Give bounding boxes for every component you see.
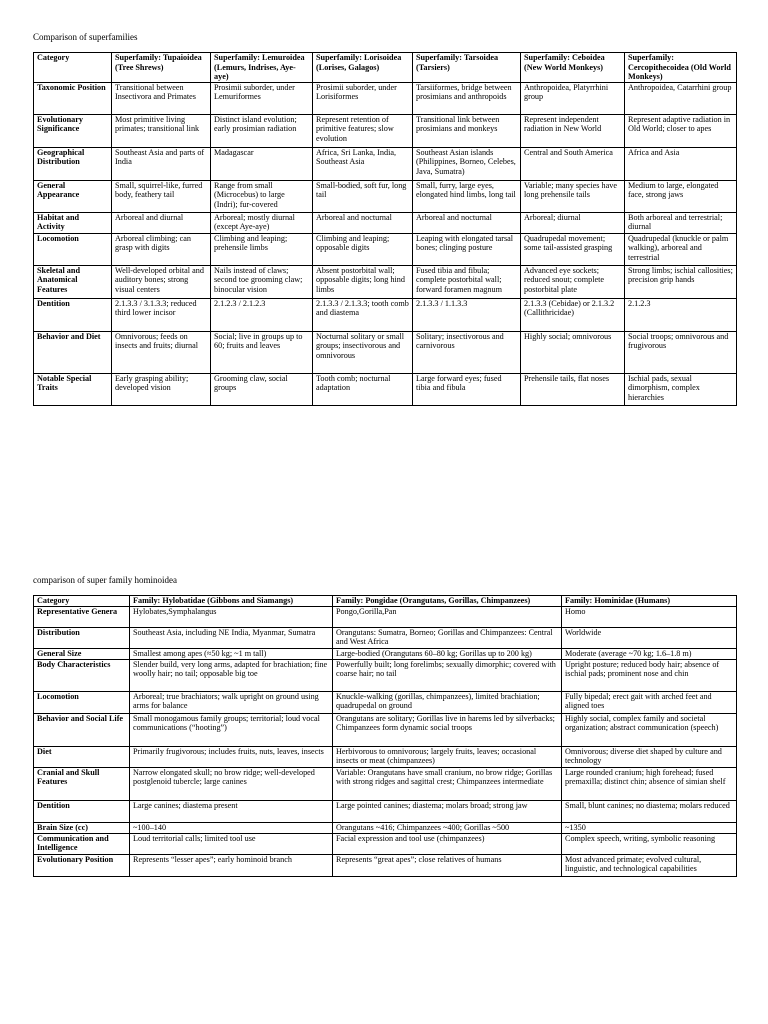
table-row [34, 147, 737, 180]
row-category: General Size [34, 648, 130, 659]
table-cell: Pongo,Gorilla,Pan [333, 606, 562, 627]
row-category: Dentition [34, 298, 112, 331]
table-cell: Range from small (Microcebus) to large (Indri); fur-covered [211, 180, 313, 212]
table-row [34, 114, 737, 147]
column-header: Family: Hominidae (Humans) [562, 596, 737, 607]
table-cell: Arboreal; diurnal [521, 212, 625, 233]
table-cell: Arboreal; mostly diurnal (except Aye-aye) [211, 212, 313, 233]
table-cell: Knuckle-walking (gorillas, chimpanzees), limited brachiation; quadrupedal on ground [333, 691, 562, 713]
table-cell: Climbing and leaping; prehensile limbs [211, 233, 313, 265]
table-cell: ~1350 [562, 822, 737, 833]
column-header: Category [34, 596, 130, 607]
column-header: Family: Pongidae (Orangutans, Gorillas, Chimpanzees) [333, 596, 562, 607]
column-header-rest: : Cercopithecoidea (Old World Monkeys) [628, 53, 731, 81]
table-cell: Small, furry, large eyes, elongated hind limbs, long tail [413, 180, 521, 212]
table-cell: Quadrupedal movement; some tail-assisted grasping [521, 233, 625, 265]
table-cell: Small-bodied, soft fur, long tail [313, 180, 413, 212]
table-row [34, 212, 737, 233]
table-cell: ~100–140 [130, 822, 333, 833]
table-cell: Quadrupedal (knuckle or palm walking), arboreal and terrestrial [625, 233, 737, 265]
row-category: Behavior and Diet [34, 331, 112, 373]
table-cell: Southeast Asia and parts of India [112, 147, 211, 180]
row-category: Representative Genera [34, 606, 130, 627]
table-cell: Variable: Orangutans have small cranium, no brow ridge; Gorillas with strong ridges and sagittal crest; Chimpanzees intermediate [333, 767, 562, 800]
table-cell: Upright posture; reduced body hair; absence of ischial pads; prominent nose and chin [562, 659, 737, 691]
table-row [34, 691, 737, 713]
column-header-bold: Superfamily [416, 53, 460, 62]
table-cell: Large-bodied (Orangutans 60–80 kg; Gorillas up to 200 kg) [333, 648, 562, 659]
table-row [34, 233, 737, 265]
column-header-rest: : Lemuroidea (Lemurs, Indrises, Aye-aye) [214, 53, 305, 81]
row-category: Taxonomic Position [34, 82, 112, 114]
table-cell: Small monogamous family groups; territorial; loud vocal communications (“hooting”) [130, 713, 333, 746]
table-cell: Arboreal; true brachiators; walk upright on ground using arms for balance [130, 691, 333, 713]
table-cell: 2.1.2.3 / 2.1.2.3 [211, 298, 313, 331]
column-header: Family: Hylobatidae (Gibbons and Siamangs) [130, 596, 333, 607]
table-cell: Solitary; insectivorous and carnivorous [413, 331, 521, 373]
table-cell: Powerfully built; long forelimbs; sexually dimorphic; covered with coarse hair; no tail [333, 659, 562, 691]
table-cell: Herbivorous to omnivorous; largely fruits, leaves; occasional insects or meat (chimpanzees) [333, 746, 562, 767]
table-cell: Highly social; omnivorous [521, 331, 625, 373]
column-header-rest: : Ceboidea (New World Monkeys) [524, 53, 605, 72]
superfamilies-table [33, 52, 737, 406]
table-cell: 2.1.3.3 / 2.1.3.3; tooth comb and diastema [313, 298, 413, 331]
table-cell: Ischial pads, sexual dimorphism, complex hierarchies [625, 373, 737, 405]
row-category: Diet [34, 746, 130, 767]
column-header-bold: Superfamily [628, 53, 672, 62]
table-cell: Hylobates,Symphalangus [130, 606, 333, 627]
table-cell: Nocturnal solitary or small groups; insectivorous and omnivorous [313, 331, 413, 373]
table-cell: 2.1.3.3 / 3.1.3.3; reduced third lower incisor [112, 298, 211, 331]
table-cell: Tarsiiformes, bridge between prosimians and anthropoids [413, 82, 521, 114]
column-header-rest: : Tarsoidea (Tarsiers) [416, 53, 499, 72]
table-cell: Large pointed canines; diastema; molars broad; strong jaw [333, 800, 562, 822]
table-cell: Tooth comb; nocturnal adaptation [313, 373, 413, 405]
table-cell: Southeast Asia, including NE India, Myanmar, Sumatra [130, 627, 333, 648]
table-cell: Most primitive living primates; transitional link [112, 114, 211, 147]
table-cell: Small, squirrel-like, furred body, feathery tail [112, 180, 211, 212]
column-header-rest: : Tupaioidea (Tree Shrews) [115, 53, 202, 72]
table-header-row [34, 596, 737, 607]
row-category: Skeletal and Anatomical Features [34, 265, 112, 298]
column-header [112, 53, 211, 83]
table-cell: Moderate (average ~70 kg; 1.6–1.8 m) [562, 648, 737, 659]
table-row [34, 854, 737, 876]
row-category: Behavior and Social Life [34, 713, 130, 746]
table-cell: Orangutans are solitary; Gorillas live in harems led by silverbacks; Chimpanzees form dynamic social troops [333, 713, 562, 746]
column-header [625, 53, 737, 83]
row-category: Brain Size (cc) [34, 822, 130, 833]
table-cell: Represents “lesser apes”; early hominoid branch [130, 854, 333, 876]
table-cell: Represent independent radiation in New World [521, 114, 625, 147]
table-cell: Large forward eyes; fused tibia and fibula [413, 373, 521, 405]
column-header-bold: Superfamily [524, 53, 568, 62]
table-cell: Omnivorous; diverse diet shaped by culture and technology [562, 746, 737, 767]
table-cell: Anthropoidea, Catarrhini group [625, 82, 737, 114]
table-row [34, 331, 737, 373]
table-cell: Slender build, very long arms, adapted for brachiation; fine woolly hair; no tail; opposable big toe [130, 659, 333, 691]
table-cell: Absent postorbital wall; opposable digits; long hind limbs [313, 265, 413, 298]
table-cell: Arboreal and nocturnal [413, 212, 521, 233]
table1-caption: Comparison of superfamilies [33, 32, 138, 42]
table-cell: Fully bipedal; erect gait with arched feet and aligned toes [562, 691, 737, 713]
table-row [34, 373, 737, 405]
table-cell: Medium to large, elongated face, strong jaws [625, 180, 737, 212]
row-category: Body Characteristics [34, 659, 130, 691]
table-cell: Early grasping ability; developed vision [112, 373, 211, 405]
table-row [34, 606, 737, 627]
table-cell: Facial expression and tool use (chimpanzees) [333, 833, 562, 854]
table-cell: Both arboreal and terrestrial; diurnal [625, 212, 737, 233]
table-row [34, 659, 737, 691]
table-cell: Prosimii suborder, under Lemuriformes [211, 82, 313, 114]
table-cell: Primarily frugivorous; includes fruits, nuts, leaves, insects [130, 746, 333, 767]
row-category: Habitat and Activity [34, 212, 112, 233]
table-cell: Leaping with elongated tarsal bones; clinging posture [413, 233, 521, 265]
table-cell: Nails instead of claws; second toe grooming claw; binocular vision [211, 265, 313, 298]
column-header-bold: Superfamily [316, 53, 360, 62]
table-cell: Complex speech, writing, symbolic reasoning [562, 833, 737, 854]
table-cell: 2.1.3.3 (Cebidae) or 2.1.3.2 (Callithricidae) [521, 298, 625, 331]
table-cell: Anthropoidea, Platyrrhini group [521, 82, 625, 114]
column-header-bold: Superfamily [115, 53, 159, 62]
table-row [34, 265, 737, 298]
row-category: Notable Special Traits [34, 373, 112, 405]
row-category: Evolutionary Significance [34, 114, 112, 147]
table-cell: Advanced eye sockets; reduced snout; complete postorbital plate [521, 265, 625, 298]
column-header [521, 53, 625, 83]
column-header-rest: : Lorisoidea (Lorises, Galagos) [316, 53, 402, 72]
table-row [34, 800, 737, 822]
table-cell: Orangutans ~416; Chimpanzees ~400; Gorillas ~500 [333, 822, 562, 833]
table-cell: Represents “great apes”; close relatives of humans [333, 854, 562, 876]
table-cell: Africa and Asia [625, 147, 737, 180]
table-cell: Climbing and leaping; opposable digits [313, 233, 413, 265]
table-row [34, 180, 737, 212]
table-cell: Large canines; diastema present [130, 800, 333, 822]
row-category: Geographical Distribution [34, 147, 112, 180]
table-cell: Transitional between Insectivora and Primates [112, 82, 211, 114]
table-cell: 2.1.3.3 / 1.1.3.3 [413, 298, 521, 331]
table-cell: Well-developed orbital and auditory bones; strong visual centers [112, 265, 211, 298]
table-cell: Strong limbs; ischial callosities; precision grip hands [625, 265, 737, 298]
table-cell: Transitional link between prosimians and monkeys [413, 114, 521, 147]
row-category: Communication and Intelligence [34, 833, 130, 854]
table-cell: Southeast Asian islands (Philippines, Borneo, Celebes, Java, Sumatra) [413, 147, 521, 180]
table-cell: Loud territorial calls; limited tool use [130, 833, 333, 854]
table-cell: Represent retention of primitive features; slow evolution [313, 114, 413, 147]
table-cell: Madagascar [211, 147, 313, 180]
table-cell: Most advanced primate; evolved cultural, linguistic, and technological capabilities [562, 854, 737, 876]
row-category: Distribution [34, 627, 130, 648]
column-header-bold: Superfamily [214, 53, 258, 62]
table-cell: Represent adaptive radiation in Old World; closer to apes [625, 114, 737, 147]
table-cell: Homo [562, 606, 737, 627]
table-row [34, 298, 737, 331]
table-cell: Distinct island evolution; early prosimian radiation [211, 114, 313, 147]
table-cell: Central and South America [521, 147, 625, 180]
row-category: Evolutionary Position [34, 854, 130, 876]
table-cell: Narrow elongated skull; no brow ridge; well-developed postglenoid tubercle; large canines [130, 767, 333, 800]
table-row [34, 767, 737, 800]
table-cell: Worldwide [562, 627, 737, 648]
table-cell: Fused tibia and fibula; complete postorbital wall; forward foramen magnum [413, 265, 521, 298]
table-cell: 2.1.2.3 [625, 298, 737, 331]
hominoidea-table [33, 595, 737, 877]
table-cell: Variable; many species have long prehensile tails [521, 180, 625, 212]
column-header [34, 53, 112, 83]
table-cell: Arboreal climbing; can grasp with digits [112, 233, 211, 265]
table-row [34, 833, 737, 854]
table-cell: Smallest among apes (≈50 kg; ~1 m tall) [130, 648, 333, 659]
table-cell: Grooming claw, social groups [211, 373, 313, 405]
table-row [34, 822, 737, 833]
table-cell: Africa, Sri Lanka, India, Southeast Asia [313, 147, 413, 180]
column-header [211, 53, 313, 83]
table-cell: Highly social, complex family and societal organization; abstract communication (speech) [562, 713, 737, 746]
column-header [313, 53, 413, 83]
table-header-row [34, 53, 737, 83]
table-cell: Prehensile tails, flat noses [521, 373, 625, 405]
table-row [34, 713, 737, 746]
table-row [34, 627, 737, 648]
table-row [34, 82, 737, 114]
row-category: Locomotion [34, 233, 112, 265]
row-category: Dentition [34, 800, 130, 822]
table-cell: Omnivorous; feeds on insects and fruits; diurnal [112, 331, 211, 373]
table-cell: Social; live in groups up to 60; fruits and leaves [211, 331, 313, 373]
table-cell: Arboreal and nocturnal [313, 212, 413, 233]
column-header [413, 53, 521, 83]
table-cell: Small, blunt canines; no diastema; molars reduced [562, 800, 737, 822]
table-cell: Social troops; omnivorous and frugivorous [625, 331, 737, 373]
row-category: Cranial and Skull Features [34, 767, 130, 800]
row-category: Locomotion [34, 691, 130, 713]
table-cell: Large rounded cranium; high forehead; fused premaxilla; distinct chin; absence of simian shelf [562, 767, 737, 800]
table2-caption: comparison of super family hominoidea [33, 575, 177, 585]
table-row [34, 648, 737, 659]
row-category: General Appearance [34, 180, 112, 212]
table-row [34, 746, 737, 767]
table-cell: Prosimii suborder, under Lorisiformes [313, 82, 413, 114]
table-cell: Orangutans: Sumatra, Borneo; Gorillas and Chimpanzees: Central and West Africa [333, 627, 562, 648]
table-cell: Arboreal and diurnal [112, 212, 211, 233]
column-header-bold: Category [37, 53, 70, 62]
